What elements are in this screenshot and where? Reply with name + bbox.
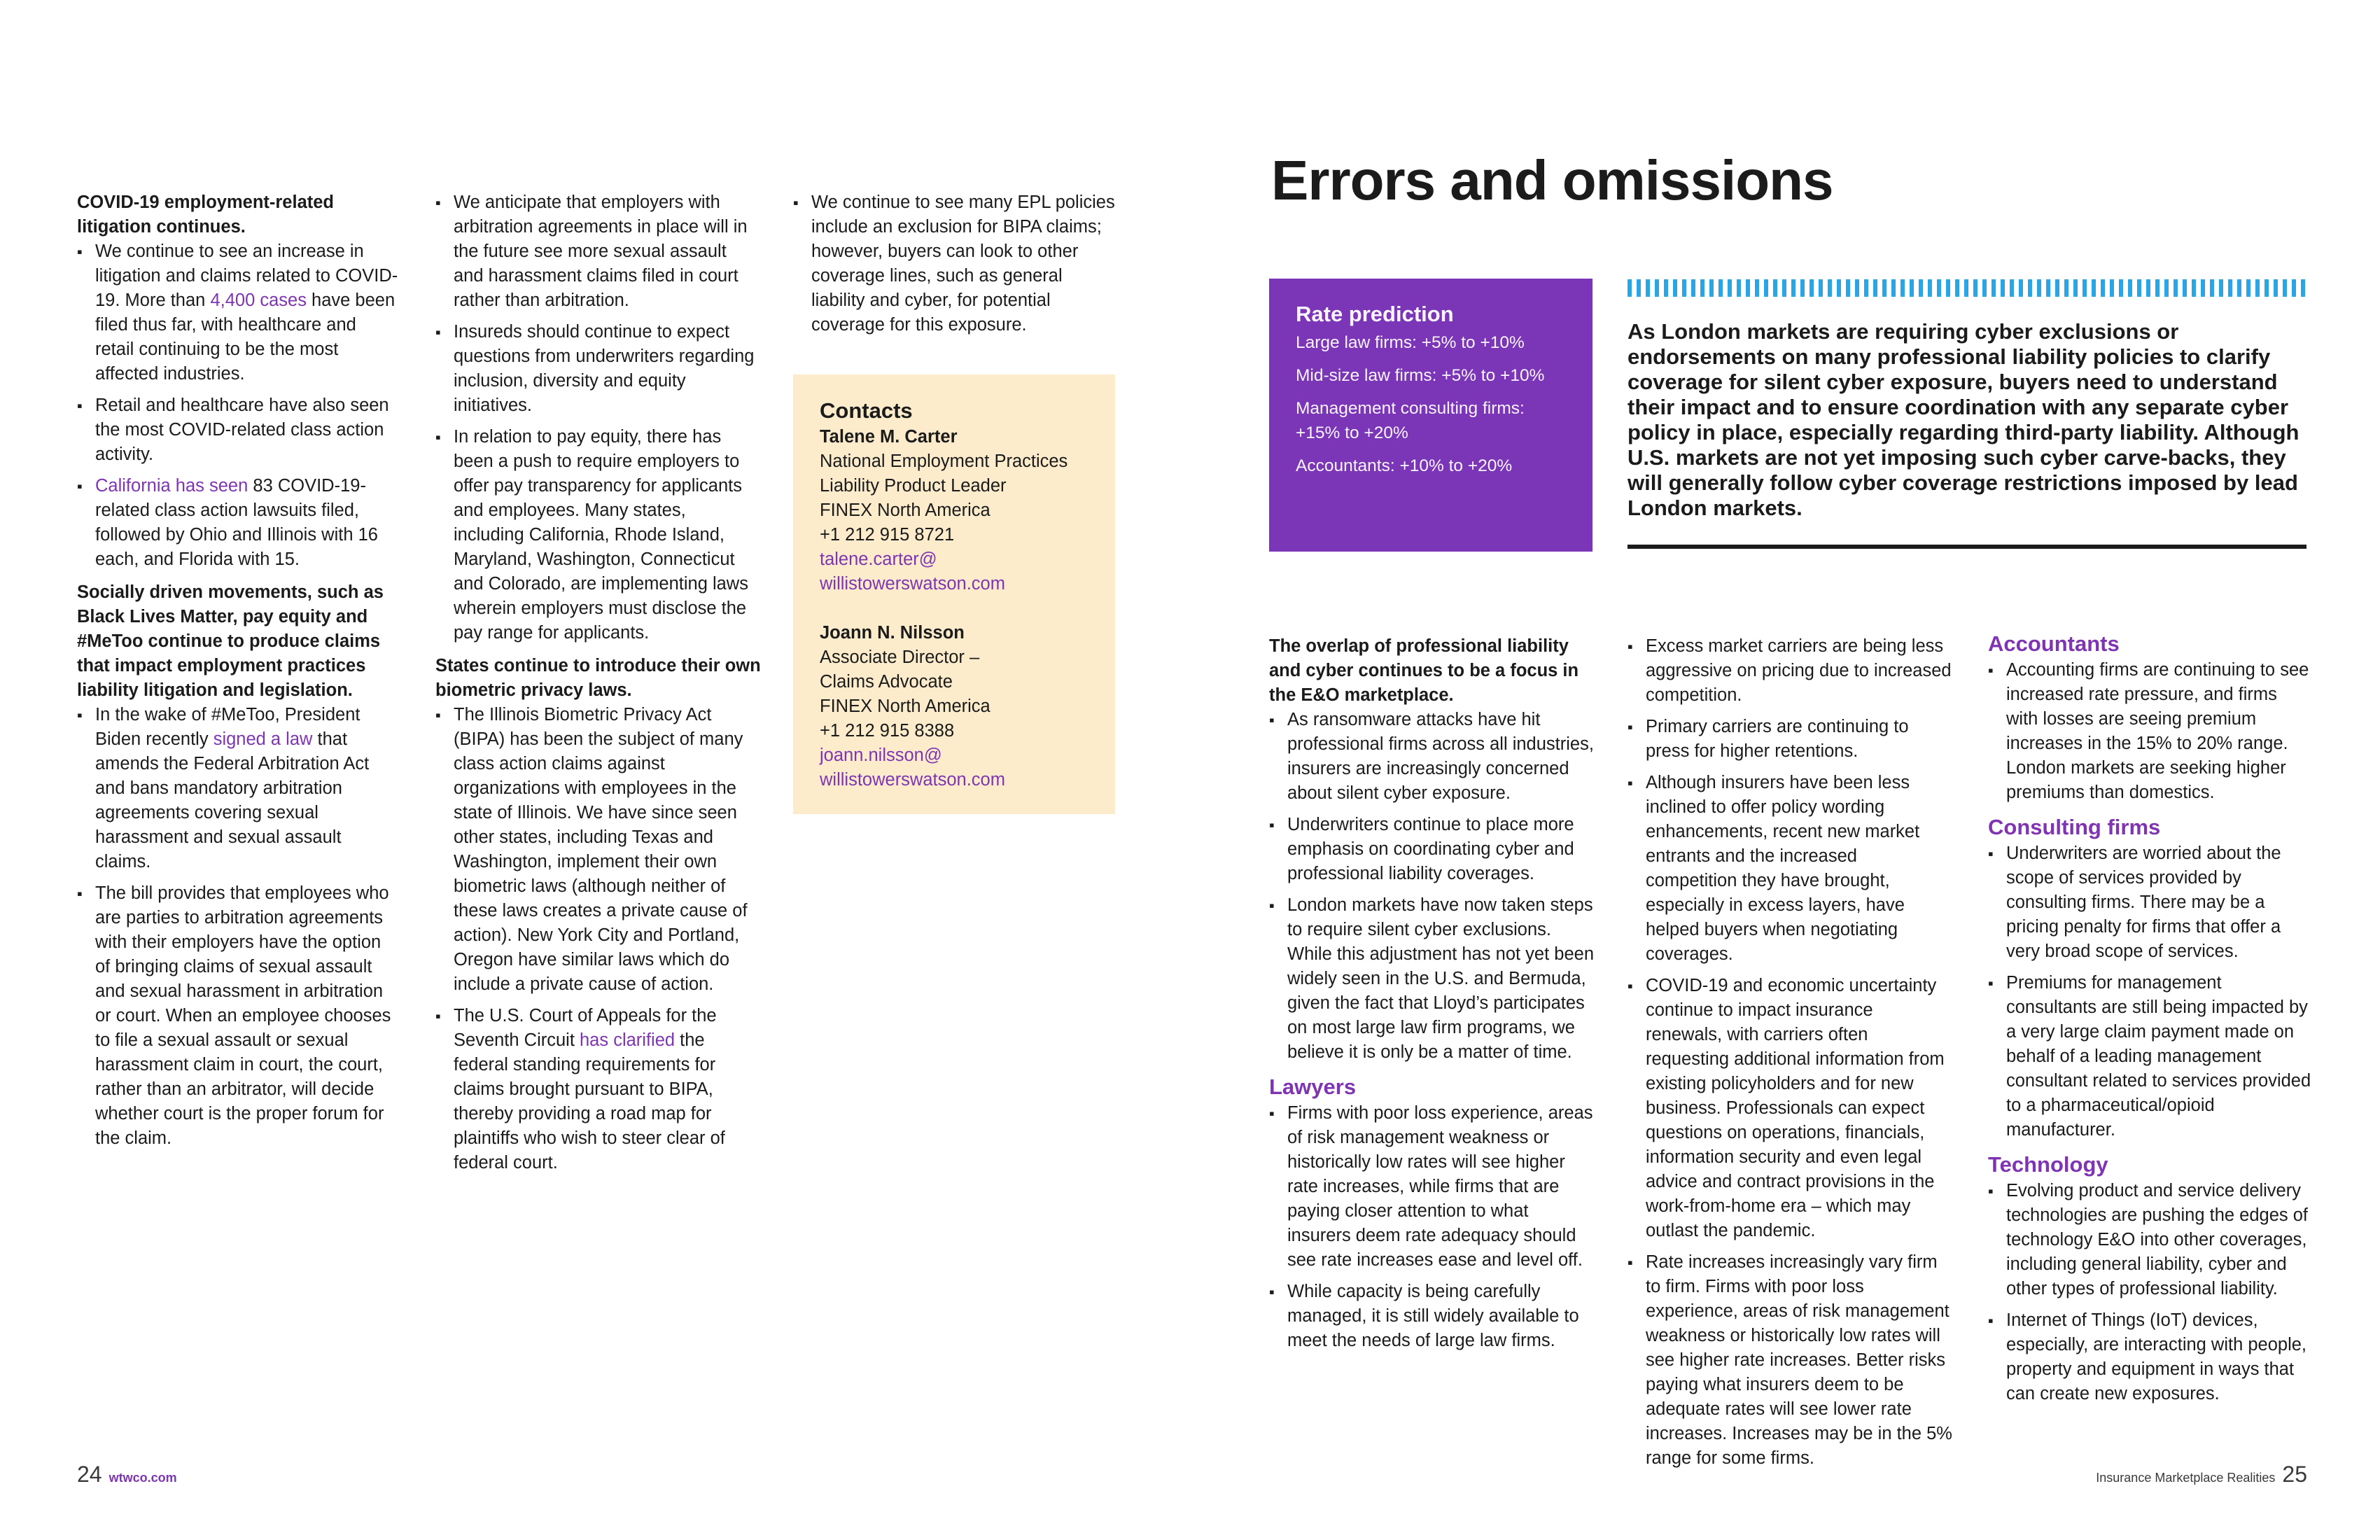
column-3 <box>793 190 1119 346</box>
bullet-item: ▪ Underwriters are worried about the scope of services provided by consulting firms. There may be a pricing penalty for firms that offer a very broad scope of services. <box>1988 841 2314 964</box>
bullet-item: ▪ Excess market carriers are being less aggressive on pricing due to increased competition. <box>1628 634 1953 708</box>
bullet-item: ▪ We continue to see an increase in litigation and claims related to COVID-19. More than 4,400 cases have been filed thus far, with healthcare and retail continuing to be the most affected industries. <box>77 239 399 386</box>
bullet-item: ▪ Internet of Things (IoT) devices, especially, are interacting with people, property and equipment in ways that can create new exposures. <box>1988 1308 2314 1406</box>
site-link[interactable]: wtwco.com <box>108 1471 177 1485</box>
page-title: Errors and omissions <box>1271 149 1833 211</box>
contact-phone: +1 212 915 8721 <box>820 525 955 545</box>
link-has-clarified[interactable]: has clarified <box>580 1030 676 1050</box>
contact-name: Joann N. Nilsson <box>820 623 965 643</box>
contacts-title: Contacts <box>820 398 913 423</box>
intro-text: As London markets are requiring cyber exclusions or endorsements on many professional liability policies to clarify coverage for silent cyber exposure, buyers need to understand their impact and to ensure coordination with any separate cyber policy in place, especially regarding third-party liability. Although U.S. markets are not yet imposing such cyber carve-backs, they will generally follow cyber coverage restrictions imposed by lead London markets. <box>1628 319 2300 520</box>
link-4400-cases[interactable]: 4,400 cases <box>210 290 307 310</box>
contact-org: FINEX North America <box>820 696 990 716</box>
column-1 <box>77 190 399 1159</box>
decorative-stripe <box>1628 279 2306 297</box>
column-5 <box>1628 634 1953 1479</box>
bullet-list <box>1269 708 1595 1065</box>
bullet-item: ▪ Primary carriers are continuing to press for higher retentions. <box>1628 715 1953 764</box>
bullet-item: ▪ In the wake of #MeToo, President Biden recently signed a law that amends the Federal Arbitration Act and bans mandatory arbitration agreements covering sexual harassment and sexual assault claims. <box>77 703 399 874</box>
spacer <box>820 596 1088 621</box>
contact-role: Claims Advocate <box>820 672 953 692</box>
rate-item: Large law firms: +5% to +10% <box>1296 333 1525 352</box>
bullet-item: ▪ California has seen 83 COVID-19-related class action lawsuits filed, followed by Ohio and Illinois with 16 each, and Florida with 15. <box>77 474 399 572</box>
bullet-item: ▪ Insureds should continue to expect questions from underwriters regarding inclusion, diversity and equity initiatives. <box>435 320 761 418</box>
subheading-accountants: Accountants <box>1988 631 2120 656</box>
bullet-item: ▪ The bill provides that employees who are parties to arbitration agreements with their employers have the option of bringing claims of sexual assault and sexual harassment in arbitration or court. When an employee chooses to file a sexual assault or sexual harassment claim in court, the court, rather than an arbitrator, will decide whether court is the proper forum for the claim. <box>77 881 399 1151</box>
contact-org: FINEX North America <box>820 500 990 520</box>
bullet-item: ▪ Although insurers have been less inclined to offer policy wording enhancements, recent new market entrants and the increased competition they have brought, especially in excess layers, have helped buyers when negotiating coverages. <box>1628 771 1953 967</box>
bullet-list <box>793 190 1119 337</box>
contact-role: Liability Product Leader <box>820 476 1007 496</box>
page-number-right: 25 <box>2282 1462 2307 1487</box>
subheading-lawyers: Lawyers <box>1269 1074 1357 1099</box>
contact-email-link[interactable]: talene.carter@ <box>820 550 937 569</box>
bullet-item: ▪ London markets have now taken steps to require silent cyber exclusions. While this adjustment has not yet been widely seen in the U.S. and Bermuda, given the fact that Lloyd’s participates on most large law firm programs, we believe it is only be a matter of time. <box>1269 893 1595 1065</box>
column-4 <box>1269 634 1595 1362</box>
contact-email-link[interactable]: joann.nilsson@ <box>820 746 942 765</box>
footer-right <box>2096 1462 2307 1488</box>
page-number-left: 24 <box>77 1462 102 1487</box>
heading-social: Socially driven movements, such as Black Lives Matter, pay equity and #MeToo continue to produce claims that impact employment practices liability litigation and legislation. <box>77 582 384 700</box>
bullet-item: ▪ COVID-19 and economic uncertainty continue to impact insurance renewals, with carriers often requesting additional information from existing policyholders and for new business. Professionals can expect questions on operations, financials, information security and even legal advice and contract provisions in the work-from-home era – which may outlast the pandemic. <box>1628 974 1953 1243</box>
column-6 <box>1988 630 2314 1415</box>
bullet-item: ▪ While capacity is being carefully managed, it is still widely available to meet the needs of large law firms. <box>1269 1280 1595 1353</box>
bullet-item: ▪ Firms with poor loss experience, areas of risk management weakness or historically low rates will see higher rate increases, while firms that are paying closer attention to what insurers deem rate adequacy should see rate increases ease and level off. <box>1269 1101 1595 1273</box>
bullet-item: ▪ In relation to pay equity, there has been a push to require employers to offer pay transparency for applicants and employees. Many states, including California, Rhode Island, Maryland, Washington, Connecticut and Colorado, are implementing laws wherein employers must disclose the pay range for applicants. <box>435 425 761 645</box>
contact-email-link[interactable]: willistowerswatson.com <box>820 574 1005 594</box>
bullet-item: ▪ Evolving product and service delivery technologies are pushing the edges of technology E&O into other coverages, including general liability, cyber and other types of professional liability. <box>1988 1179 2314 1301</box>
subheading-consulting: Consulting firms <box>1988 815 2161 839</box>
bullet-item: ▪ The U.S. Court of Appeals for the Seventh Circuit has clarified the federal standing requirements for claims brought pursuant to BIPA, thereby providing a road map for plaintiffs who wish to steer clear of federal court. <box>435 1004 761 1175</box>
contact-email-link[interactable]: willistowerswatson.com <box>820 770 1005 790</box>
heading-overlap: The overlap of professional liability and cyber continues to be a focus in the E&O marketplace. <box>1269 636 1579 705</box>
bullet-item: ▪ Accounting firms are continuing to see increased rate pressure, and firms with losses are seeing premium increases in the 15% to 20% range. London markets are seeking higher premiums than domestics. <box>1988 658 2314 805</box>
publication-title: Insurance Marketplace Realities <box>2096 1471 2276 1485</box>
bullet-list <box>1988 658 2314 805</box>
bullet-list <box>1628 634 1953 1471</box>
bullet-list <box>435 190 761 645</box>
bullet-item: ▪ Retail and healthcare have also seen the most COVID-related class action activity. <box>77 393 399 467</box>
link-california[interactable]: California has seen <box>95 476 248 496</box>
bullet-item: ▪ As ransomware attacks have hit professional firms across all industries, insurers are increasingly concerned about silent cyber exposure. <box>1269 708 1595 806</box>
rate-item: Accountants: +10% to +20% <box>1296 456 1513 475</box>
contact-role: National Employment Practices <box>820 451 1068 471</box>
contact-name: Talene M. Carter <box>820 427 958 447</box>
column-2 <box>435 190 761 1184</box>
bullet-list <box>77 703 399 1151</box>
bullet-list <box>77 239 399 572</box>
rate-item: Management consulting firms: +15% to +20% <box>1296 399 1525 442</box>
link-signed-law[interactable]: signed a law <box>213 729 313 749</box>
bullet-list <box>1988 841 2314 1142</box>
bullet-item: ▪ We continue to see many EPL policies include an exclusion for BIPA claims; however, buyers can look to other coverage lines, such as general liability and cyber, for potential coverage for this exposure. <box>793 190 1119 337</box>
contact-role: Associate Director – <box>820 648 980 667</box>
bullet-item: ▪ Rate increases increasingly vary firm to firm. Firms with poor loss experience, areas of risk management weakness or historically low rates will see higher rate increases. Better risks paying what insurers deem to be adequate rates will see lower rate increases. Increases may be in the 5% range for some firms. <box>1628 1250 1953 1471</box>
bullet-item: ▪ We anticipate that employers with arbitration agreements in place will in the future see more sexual assault and harassment claims filed in court rather than arbitration. <box>435 190 761 313</box>
bullet-list <box>1988 1179 2314 1406</box>
subheading-technology: Technology <box>1988 1152 2108 1177</box>
bullet-list <box>435 703 761 1175</box>
contact-phone: +1 212 915 8388 <box>820 721 955 741</box>
heading-covid: COVID-19 employment-related litigation continues. <box>77 192 335 237</box>
heading-biometric: States continue to introduce their own biometric privacy laws. <box>435 656 761 700</box>
bullet-item: ▪ Premiums for management consultants are still being impacted by a very large claim payment made on behalf of a leading management consultant related to services provided to a pharmaceutical/opioid manufacturer. <box>1988 971 2314 1142</box>
rate-prediction-box <box>1269 279 1592 552</box>
bullet-item: ▪ The Illinois Biometric Privacy Act (BIPA) has been the subject of many class action claims against organizations with employees in the state of Illinois. We have since seen other states, including Texas and Washington, implement their own biometric laws (although neither of these laws creates a private cause of action). New York City and Portland, Oregon have similar laws which do include a private cause of action. <box>435 703 761 997</box>
footer-left <box>77 1462 177 1488</box>
rate-prediction-title: Rate prediction <box>1296 302 1454 326</box>
rate-item: Mid-size law firms: +5% to +10% <box>1296 366 1545 385</box>
bullet-item: ▪ Underwriters continue to place more emphasis on coordinating cyber and professional liability coverages. <box>1269 813 1595 886</box>
divider <box>1628 545 2306 549</box>
contacts-box <box>793 374 1115 814</box>
bullet-list <box>1269 1101 1595 1353</box>
